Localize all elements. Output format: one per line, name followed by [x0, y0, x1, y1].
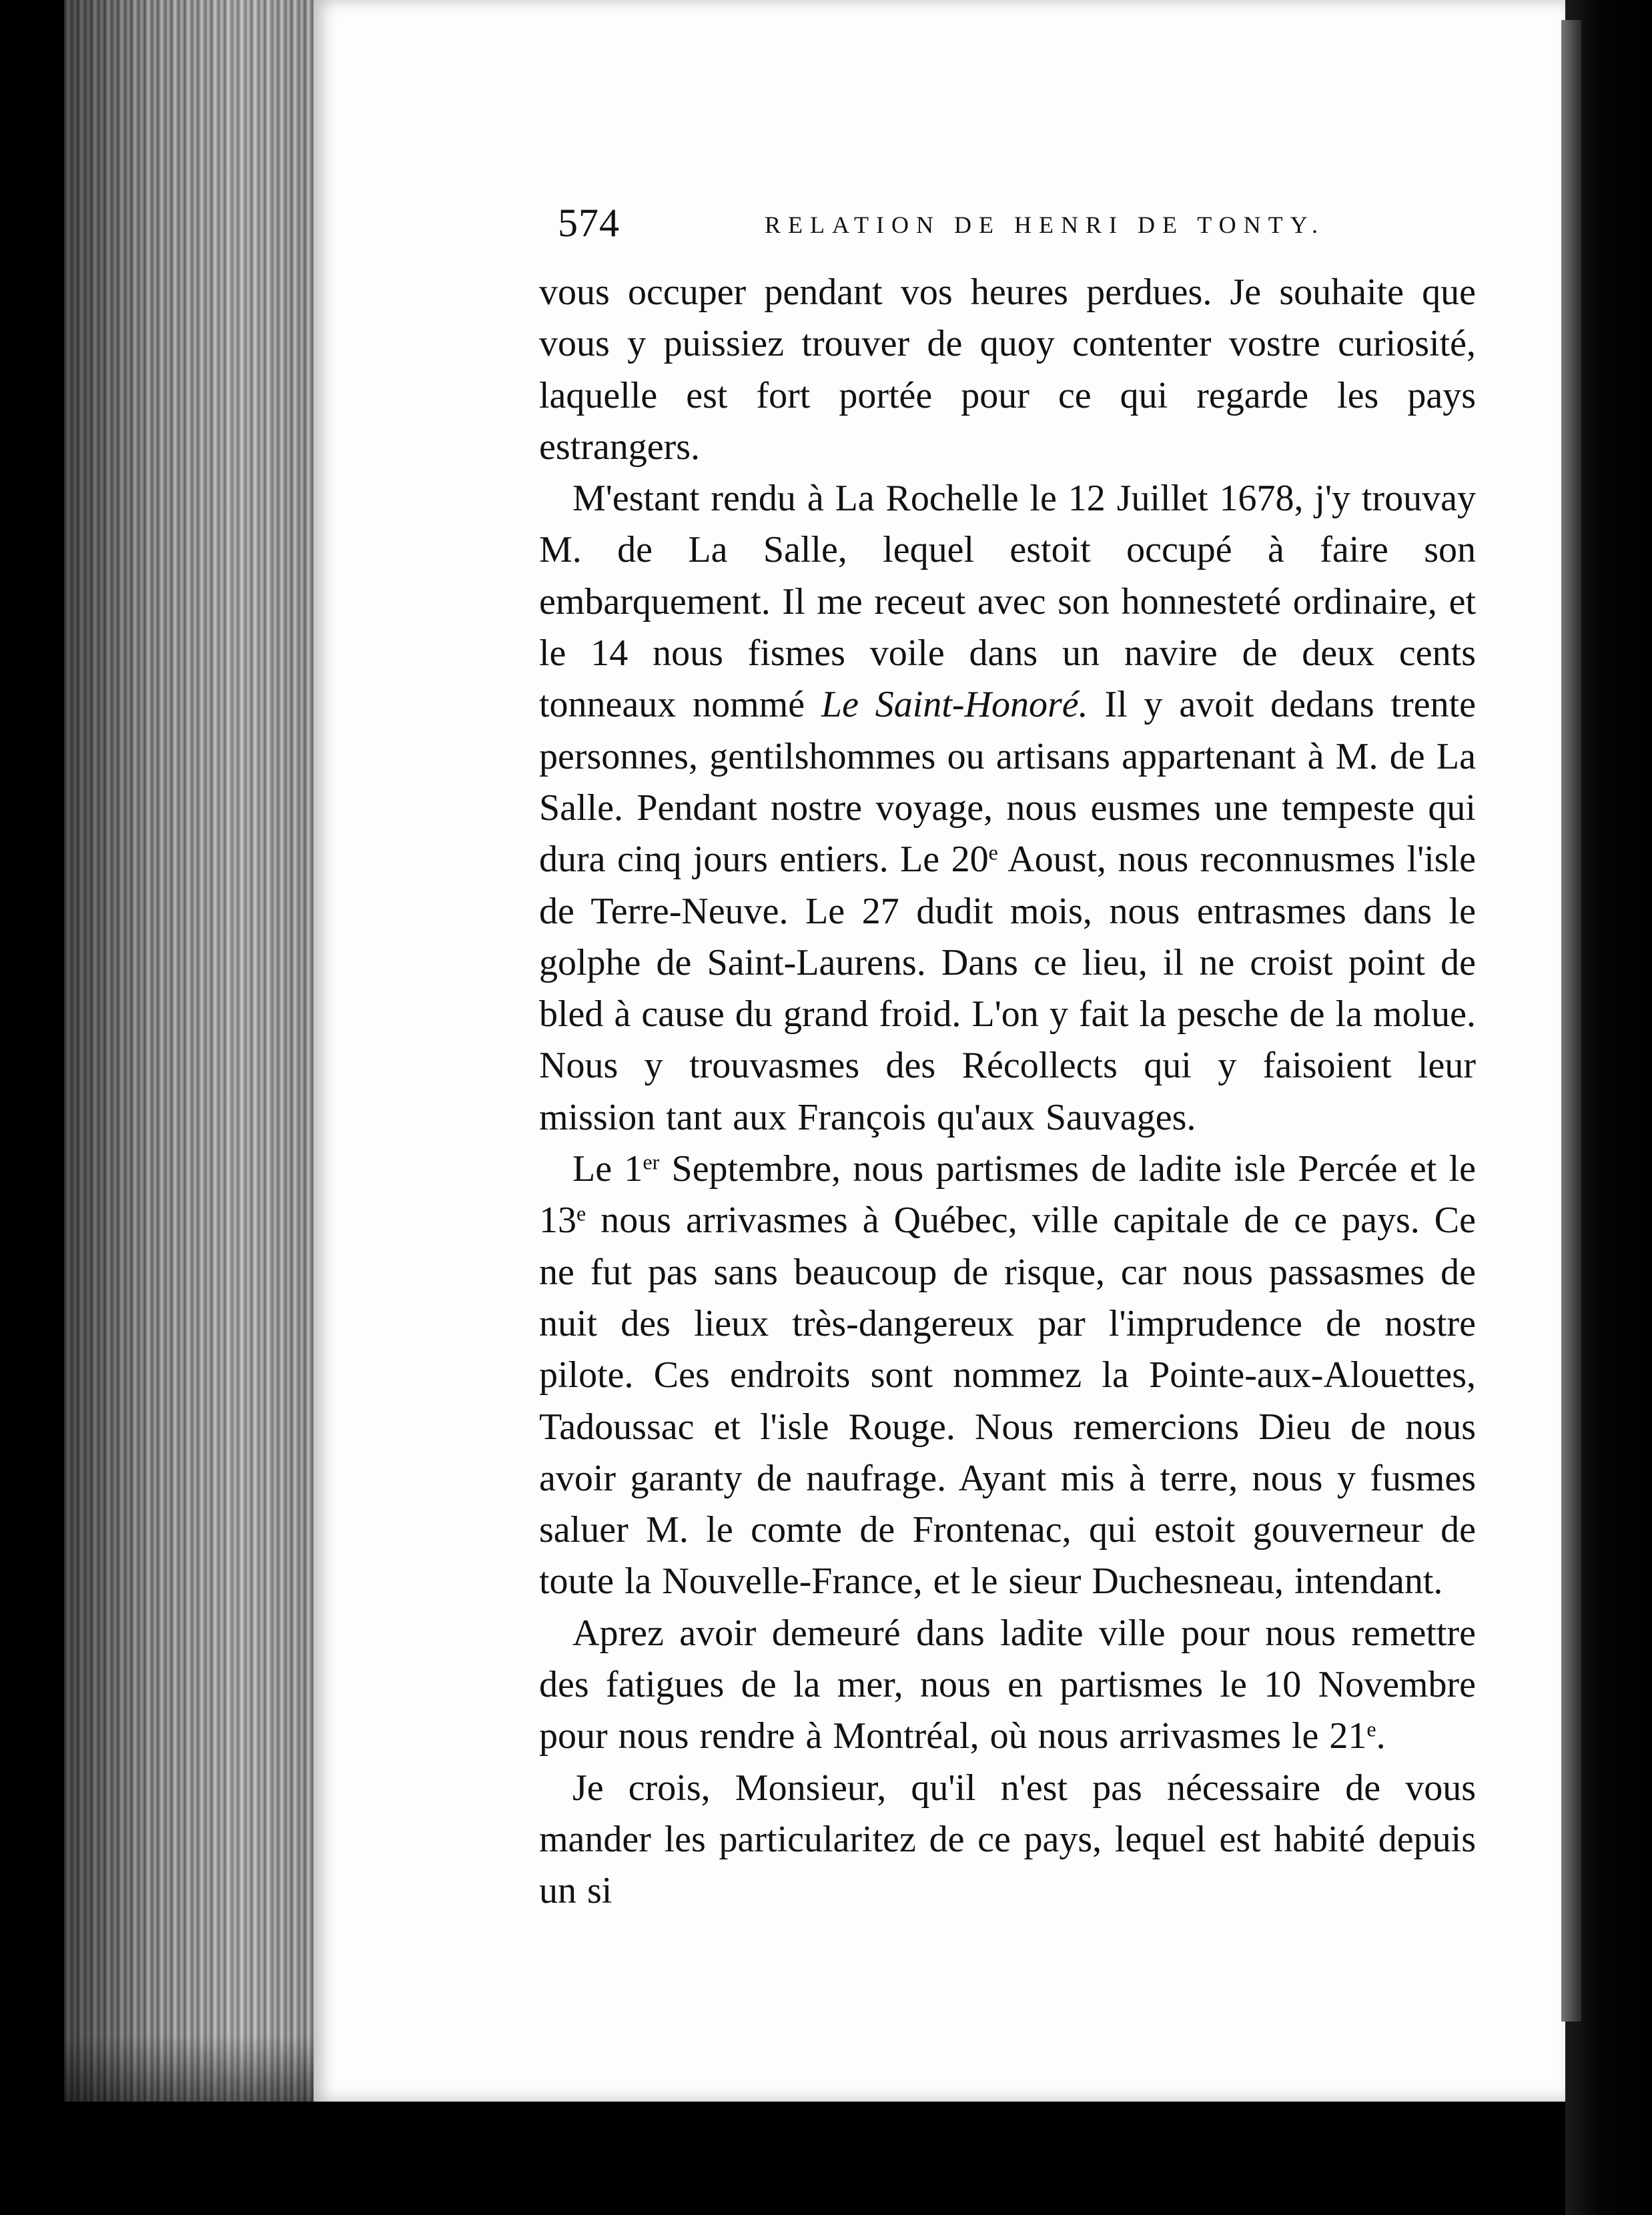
superscript-e: e [576, 1201, 586, 1226]
superscript-e: e [988, 840, 998, 865]
page-number: 574 [558, 201, 620, 245]
page-header [558, 200, 1465, 260]
paragraph-2 [539, 473, 1476, 1144]
body-text [539, 267, 1476, 1917]
paragraph-2-part-c: Aoust, nous reconnusmes l'isle de Terre-Neuve. Le 27 dudit mois, nous entrasmes dans le golphe de Saint-Laurens. Dans ce lieu, il ne croist point de bled à cause du grand froid. L'on y fait la pesche de la molue. Nous y trouvasmes des Récollects qui y faisoient leur mission tant aux François qu'aux Sauvages. [539, 839, 1476, 1138]
paragraph-3-part-b: Septembre, nous partismes de ladite isle Percée et le 13 [539, 1148, 1476, 1242]
paragraph-1: vous occuper pendant vos heures perdues. Je souhaite que vous y puissiez trouver de quoy contenter vostre curiosité, laquelle est fort portée pour ce qui regarde les pays estrangers. [539, 272, 1476, 468]
ship-name: Le Saint-Honoré. [821, 684, 1088, 726]
superscript-e: e [1366, 1717, 1376, 1741]
page-edge-shadow [64, 0, 318, 2102]
paragraph-2-part-a: M'estant rendu à La Rochelle le 12 Juillet 1678, j'y trouvay M. de La Salle, lequel estoit occupé à faire son embarquement. Il me receut avec son honnesteté ordinaire, et le 14 nous fismes voile dans un navire de deux cents tonneaux nommé [539, 478, 1476, 726]
paragraph-4 [539, 1608, 1476, 1763]
paragraph-3 [539, 1144, 1476, 1608]
paragraph-4-part-a: Aprez avoir demeuré dans ladite ville pour nous remettre des fatigues de la mer, nous en partismes le 10 Novembre pour nous rendre à Montréal, où nous arrivasmes le 21 [539, 1612, 1476, 1757]
paragraph-4-part-b: . [1376, 1715, 1386, 1757]
paragraph-5: Je crois, Monsieur, qu'il n'est pas nécessaire de vous mander les particularitez de ce pays, lequel est habité depuis un si [539, 1767, 1476, 1912]
right-page-strip [1561, 20, 1581, 2022]
superscript-er: er [643, 1150, 660, 1174]
paragraph-3-part-c: nous arrivasmes à Québec, ville capitale de ce pays. Ce ne fut pas sans beaucoup de risque, car nous passasmes de nuit des lieux très-dangereux par l'imprudence de nostre pilote. Ces endroits sont nommez la Pointe-aux-Alouettes, Tadoussac et l'isle Rouge. Nous remercions Dieu de nous avoir garanty de naufrage. Ayant mis à terre, nous y fusmes saluer M. le comte de Frontenac, qui estoit gouverneur de toute la Nouvelle-France, et le sieur Duchesneau, intendant. [539, 1200, 1476, 1603]
paragraph-3-part-a: Le 1 [572, 1148, 643, 1190]
page-edge-bottom-shadow [64, 2035, 318, 2102]
running-title: RELATION DE HENRI DE TONTY. [765, 211, 1325, 238]
paragraph-2-part-b: Il y avoit dedans trente personnes, gentilshommes ou artisans appartenant à M. de La Salle. Pendant nostre voyage, nous eusmes une tempeste qui dura cinq jours entiers. Le 20 [539, 684, 1476, 881]
